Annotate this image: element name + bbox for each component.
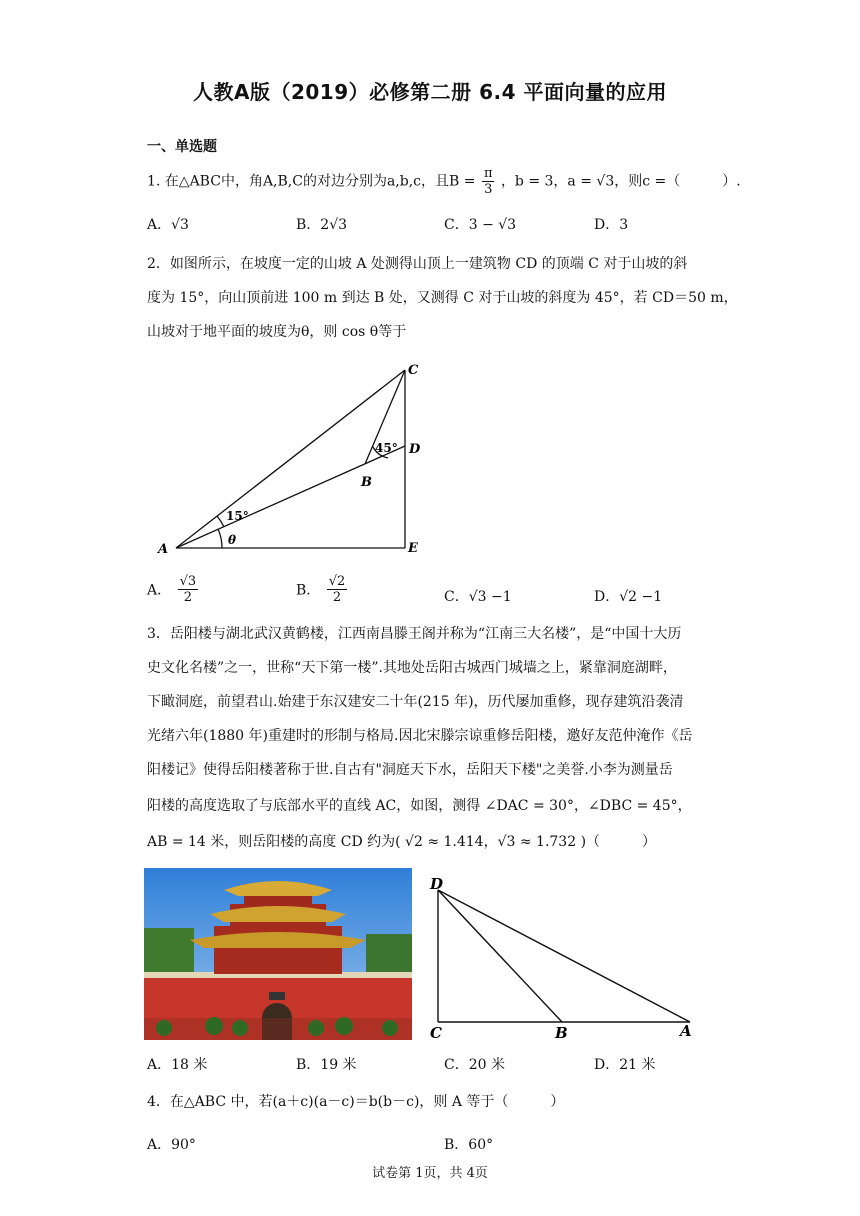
- q1-option-b: B．2√3: [296, 217, 348, 233]
- q3-option-c: C．20 米: [444, 1057, 505, 1073]
- label-E: E: [408, 541, 418, 556]
- q2-option-b-den: 2: [332, 590, 342, 605]
- q1-text-a: 1. 在△ABC中，角A,B,C的对边分别为a,b,c，且B =: [147, 173, 476, 190]
- q2-option-b-num: √2: [328, 574, 346, 589]
- q2-option-b: [296, 574, 349, 605]
- label-theta: θ: [228, 533, 237, 547]
- q2-line-1: 2．如图所示，在坡度一定的山坡 A 处测得山顶上一建筑物 CD 的顶端 C 对于山坡的斜: [147, 256, 688, 272]
- q3-option-a: A．18 米: [147, 1057, 208, 1073]
- label-D: D: [430, 875, 444, 893]
- question-4: 4．在△ABC 中，若(a＋c)(a－c)＝b(b－c)，则 A 等于（ ）: [147, 1094, 565, 1110]
- yueyang-tower-photo: [144, 868, 412, 1040]
- q2-slope-figure: [150, 355, 430, 560]
- q2-option-a-label: A．: [147, 582, 172, 599]
- label-D: D: [409, 442, 421, 457]
- q2-option-a-fraction: [178, 574, 199, 605]
- theta-arc: [218, 529, 222, 548]
- page-footer: 试卷第 1页，共 4页: [372, 1166, 488, 1181]
- q2-option-a-den: 2: [183, 590, 192, 605]
- label-B: B: [555, 1024, 568, 1042]
- label-45-degrees: 45°: [375, 441, 398, 455]
- q2-option-b-fraction: [327, 574, 348, 605]
- q3-line-3: 下瞰洞庭，前望君山.始建于东汉建安二十年(215 年)，历代屡加重修，现存建筑沿袭清: [147, 694, 684, 710]
- line-DA: [438, 890, 690, 1022]
- q3-line-7: AB = 14 米，则岳阳楼的高度 CD 约为( √2 ≈ 1.414，√3 ≈ 1.732 )（ ）: [147, 834, 657, 850]
- q3-line-2: 史文化名楼”之一，世称“天下第一楼”.其地处岳阳古城西门城墙之上，紧靠洞庭湖畔，: [147, 660, 677, 676]
- page-title: 人教A版（2019）必修第二册 6.4 平面向量的应用: [193, 80, 667, 104]
- q3-height-figure: [422, 868, 702, 1044]
- q3-line-5: 阳楼记》使得岳阳楼著称于世.自古有"洞庭天下水，岳阳天下楼"之美誉.小李为测量岳: [147, 762, 673, 778]
- q1-option-a: A．√3: [147, 217, 189, 233]
- q2-option-c: C．√3 −1: [444, 589, 512, 605]
- q3-line-1: 3．岳阳楼与湖北武汉黄鹤楼，江西南昌滕王阁并称为“江南三大名楼”，是“中国十大历: [147, 626, 682, 642]
- q2-option-b-label: B．: [296, 582, 321, 599]
- q1-text-b: ，b = 3，a = √3，则c =（ ）.: [500, 173, 741, 190]
- q3-option-d: D．21 米: [594, 1057, 656, 1073]
- line-AC: [176, 370, 405, 548]
- q1-frac-num: π: [483, 166, 493, 181]
- q1-option-d: D．3: [594, 217, 629, 233]
- label-A: A: [158, 542, 169, 557]
- question-1: [147, 166, 741, 197]
- line-DB: [438, 890, 562, 1022]
- label-B: B: [361, 475, 372, 490]
- label-A: A: [680, 1022, 692, 1040]
- label-15-degrees: 15°: [226, 509, 249, 523]
- q2-option-a: [147, 574, 200, 605]
- angle15-arc: [217, 516, 224, 527]
- q3-line-4: 光绪六年(1880 年)重建时的形制与格局.因北宋滕宗谅重修岳阳楼，邀好友范仲淹作《岳: [147, 728, 693, 744]
- q1-frac-den: 3: [484, 182, 493, 197]
- q2-line-3: 山坡对于地平面的坡度为θ，则 cos θ等于: [147, 324, 407, 340]
- section-heading: 一、单选题: [147, 139, 217, 155]
- q1-option-c: C．3 − √3: [444, 217, 517, 233]
- q3-option-b: B．19 米: [296, 1057, 357, 1073]
- q1-fraction: [482, 166, 495, 197]
- q2-option-d: D．√2 −1: [594, 589, 663, 605]
- label-C: C: [430, 1024, 442, 1042]
- line-AD: [176, 446, 405, 548]
- q4-option-b: B．60°: [444, 1137, 494, 1153]
- q3-line-6: 阳楼的高度选取了与底部水平的直线 AC，如图，测得 ∠DAC = 30°，∠DBC = 45°，: [147, 798, 692, 814]
- q2-option-a-num: √3: [179, 574, 197, 589]
- q2-line-2: 度为 15°，向山顶前进 100 m 到达 B 处，又测得 C 对于山坡的斜度为 45°，若 CD＝50 m，: [147, 290, 738, 306]
- label-C: C: [408, 363, 419, 378]
- q4-option-a: A．90°: [147, 1137, 196, 1153]
